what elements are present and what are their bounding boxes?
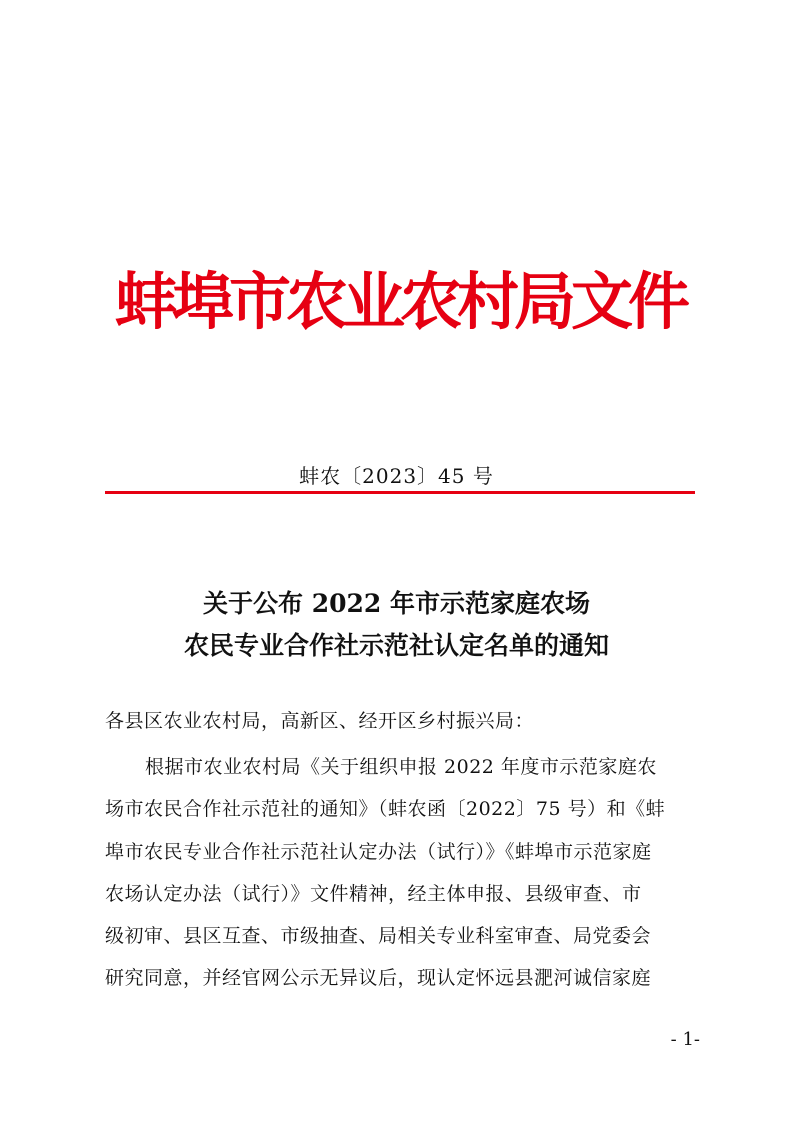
page-number: - 1- <box>670 1029 700 1050</box>
notice-title-line-1: 关于公布 2022 年市示范家庭农场 <box>203 589 590 618</box>
body-line: 级初审、县区互查、市级抽查、局相关专业科室审查、局党委会 <box>105 925 652 947</box>
salutation: 各县区农业农村局，高新区、经开区乡村振兴局： <box>105 710 535 732</box>
body-line: 农场认定办法（试行）》文件精神，经主体申报、县级审查、市 <box>105 883 642 905</box>
body-line: 埠市农民专业合作社示范社认定办法（试行）》《蚌埠市示范家庭 <box>105 841 652 863</box>
document-number: 蚌农〔2023〕45 号 <box>299 464 494 488</box>
red-separator-line <box>105 491 695 494</box>
masthead-title: 蚌埠市农业农村局文件 <box>114 265 685 338</box>
notice-title-line-2: 农民专业合作社示范社认定名单的通知 <box>183 631 609 660</box>
body-line: 根据市农业农村局《关于组织申报 2022 年度市示范家庭农 <box>145 756 657 778</box>
body-line: 研究同意，并经官网公示无异议后，现认定怀远县淝河诚信家庭 <box>105 967 652 989</box>
body-line: 场市农民合作社示范社的通知》（蚌农函〔2022〕75 号）和《蚌 <box>105 798 666 820</box>
